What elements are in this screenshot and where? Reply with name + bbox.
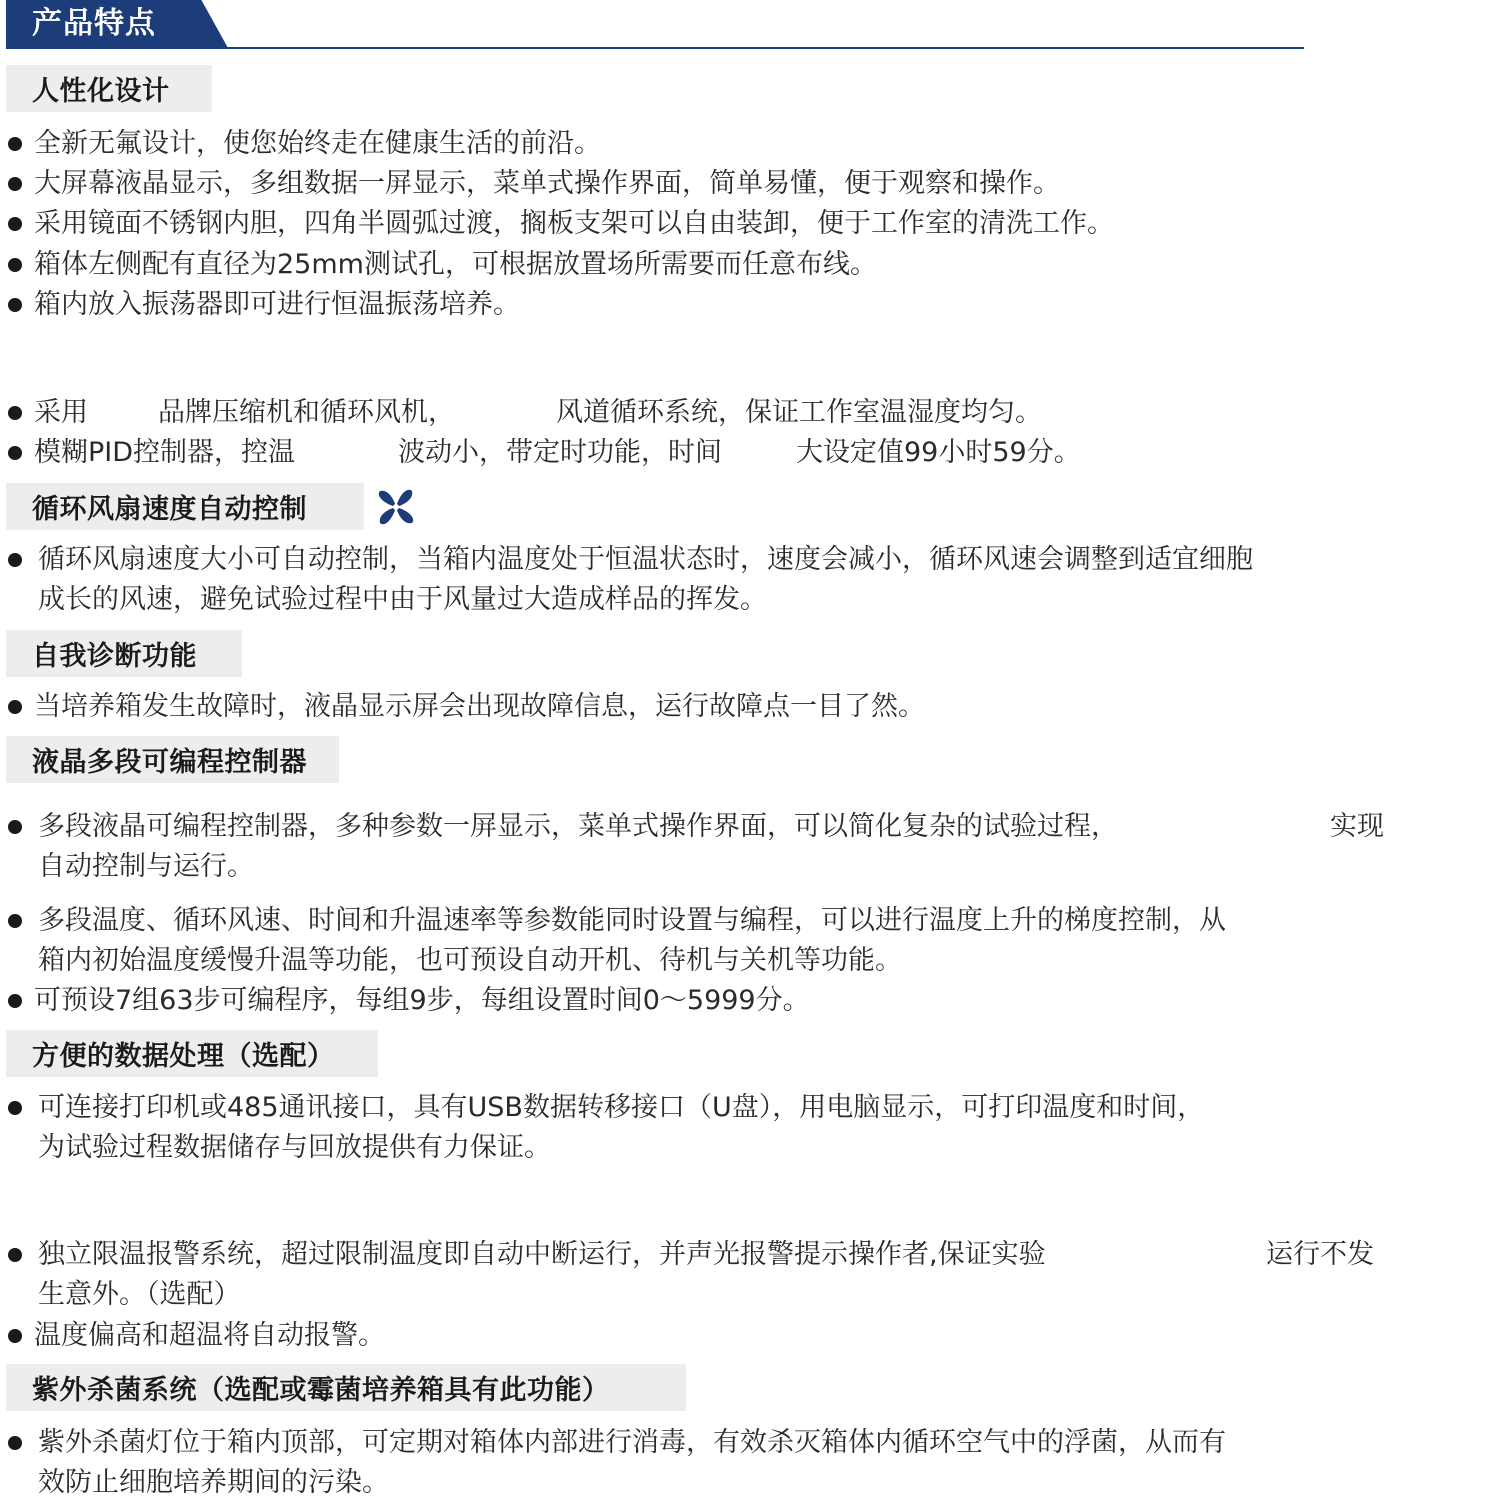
bullet-icon [8,1248,22,1262]
bullet-icon [8,177,22,191]
bullet-icon [8,258,22,272]
section-title: 自我诊断功能 [32,641,197,672]
bullet-icon [8,1436,22,1450]
bullet-icon [8,553,22,567]
bullet-icon [8,446,22,460]
bullet-icon [8,406,22,420]
section-title: 人性化设计 [32,76,170,107]
list-item-continuation: 生意外。（选配） [38,1279,241,1310]
section-heading-uv [6,1364,686,1411]
section-title: 方便的数据处理（选配） [32,1041,335,1072]
list-item-continuation: 自动控制与运行。 [38,851,254,882]
page-title: 产品特点 [32,6,156,41]
section-heading-fan [6,483,364,530]
section-heading-controller [6,736,339,783]
list-item-tail: 运行不发 [1266,1239,1374,1270]
section-title: 液晶多段可编程控制器 [32,747,307,778]
list-item-continuation: 箱内初始温度缓慢升温等功能，也可预设自动开机、待机与关机等功能。 [38,945,902,976]
section-heading-diagnosis [6,630,242,677]
bullet-icon [8,994,22,1008]
bullet-icon [8,1101,22,1115]
section-title: 紫外杀菌系统（选配或霉菌培养箱具有此功能） [32,1375,610,1406]
list-item-continuation: 为试验过程数据储存与回放提供有力保证。 [38,1132,551,1163]
list-item-continuation: 成长的风速，避免试验过程中由于风量过大造成样品的挥发。 [38,584,767,615]
section-heading-humanized [6,65,212,112]
list-item-tail: 实现 [1330,811,1384,842]
section-title: 循环风扇速度自动控制 [32,494,307,525]
fan-icon [374,485,418,529]
header-divider [6,47,1304,49]
page-header [0,0,1305,52]
list-item-continuation: 效防止细胞培养期间的污染。 [38,1467,389,1498]
bullet-icon [8,217,22,231]
bullet-icon [8,137,22,151]
bullet-icon [8,820,22,834]
bullet-icon [8,700,22,714]
section-heading-data [6,1030,378,1077]
bullet-icon [8,914,22,928]
bullet-icon [8,298,22,312]
bullet-icon [8,1329,22,1343]
